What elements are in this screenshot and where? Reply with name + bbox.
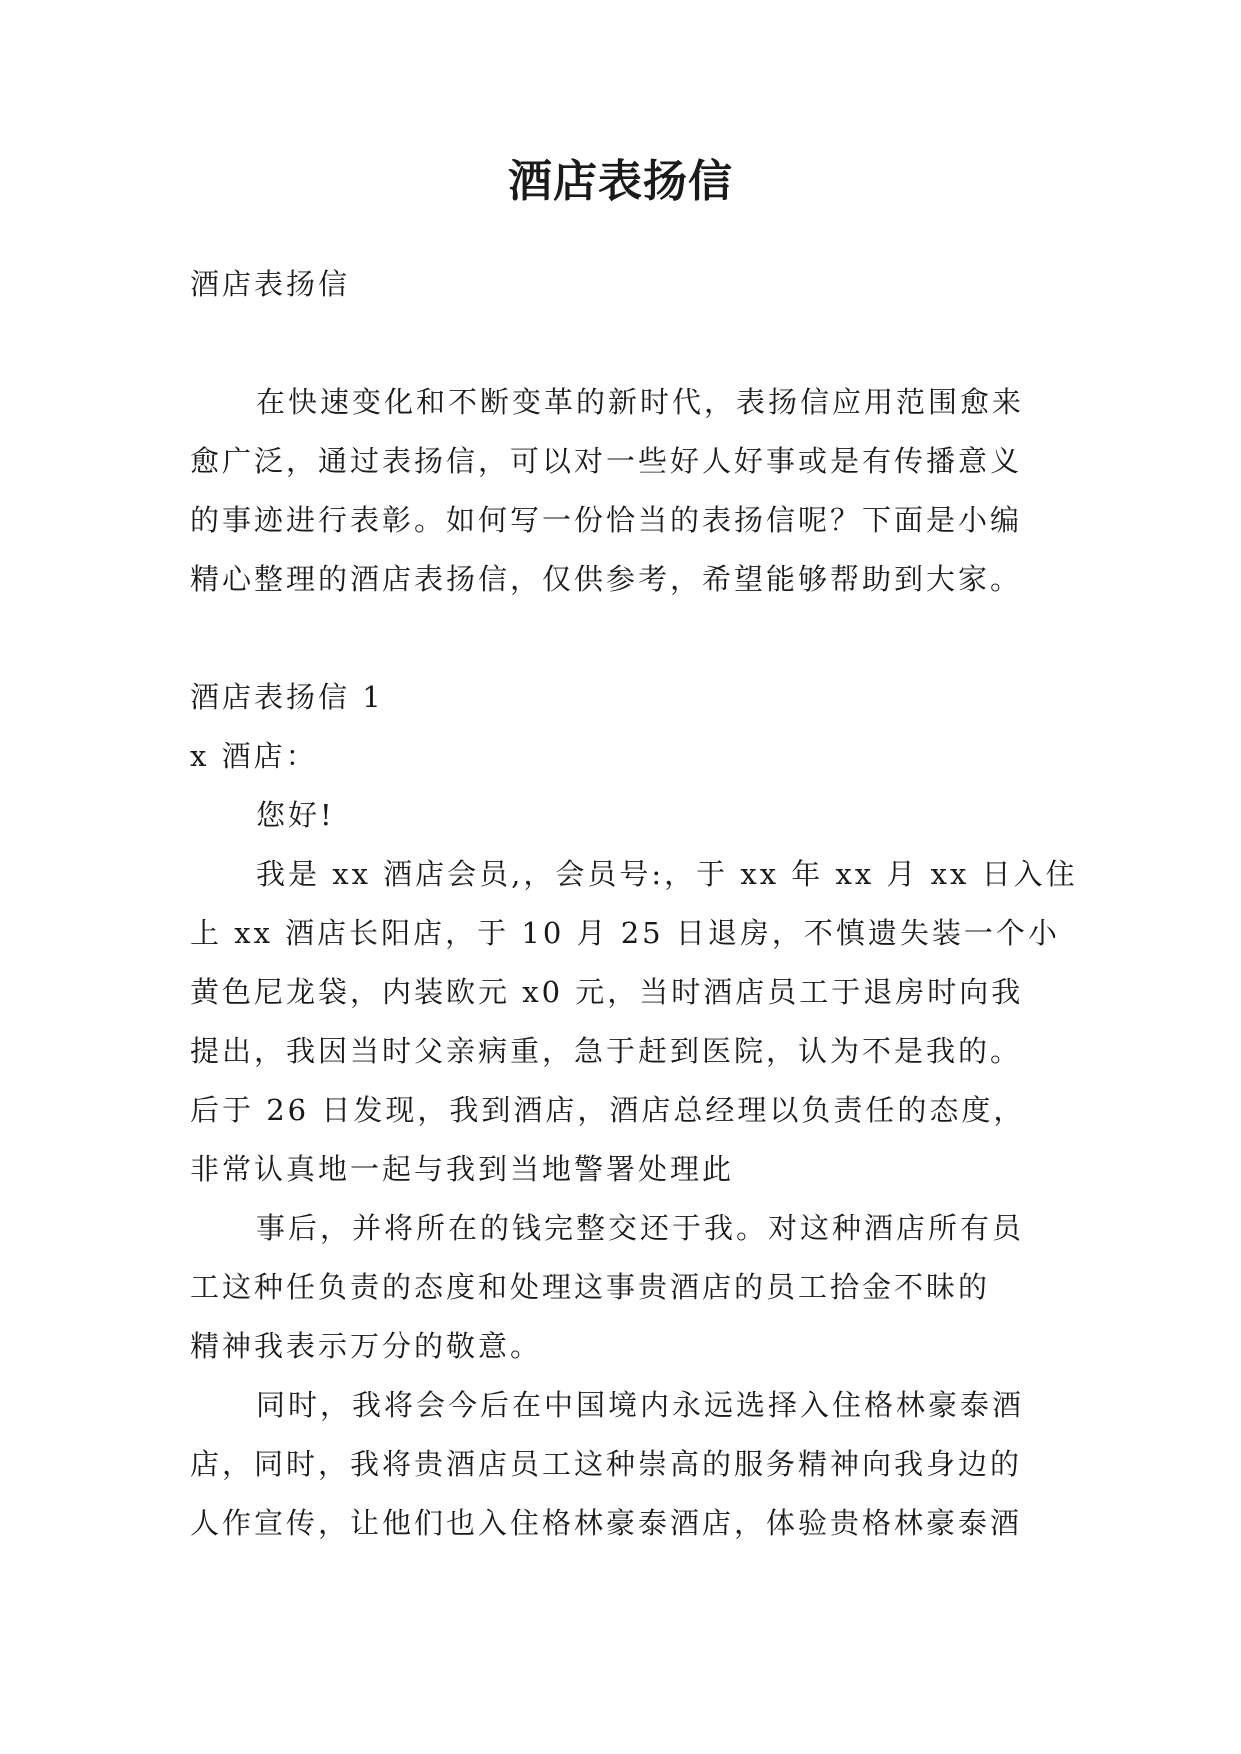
letter-line: 精神我表示万分的敬意。	[190, 1329, 543, 1363]
letter-line: 我是 xx 酒店会员,，会员号:，于 xx 年 xx 月 xx 日入住	[256, 857, 1078, 891]
letter-line: 后于 26 日发现，我到酒店，酒店总经理以负责任的态度，	[190, 1093, 1026, 1127]
letter-line: 事后，并将所在的钱完整交还于我。对这种酒店所有员	[256, 1211, 1025, 1245]
intro-line: 的事迹进行表彰。如何写一份恰当的表扬信呢？下面是小编	[190, 503, 1023, 537]
intro-line: 精心整理的酒店表扬信，仅供参考，希望能够帮助到大家。	[190, 562, 1023, 596]
intro-heading: 酒店表扬信	[190, 267, 351, 301]
letter-heading: 酒店表扬信 1	[190, 680, 384, 714]
letter-line: 人作宣传，让他们也入住格林豪泰酒店，体验贵格林豪泰酒	[190, 1506, 1023, 1540]
letter-line: 提出，我因当时父亲病重，急于赶到医院，认为不是我的。	[190, 1034, 1023, 1068]
letter-line: 工这种任负责的态度和处理这事贵酒店的员工拾金不昧的	[190, 1270, 991, 1304]
letter-greeting: 您好!	[256, 798, 335, 832]
letter-line: 非常认真地一起与我到当地警署处理此	[190, 1152, 735, 1186]
letter-line: 黄色尼龙袋，内装欧元 x0 元，当时酒店员工于退房时向我	[190, 975, 1024, 1009]
letter-paragraph-3	[190, 1376, 1070, 1553]
letter-salutation: x 酒店：	[190, 739, 318, 773]
intro-line: 愈广泛，通过表扬信，可以对一些好人好事或是有传播意义	[190, 444, 1023, 478]
letter-line: 上 xx 酒店长阳店，于 10 月 25 日退房，不慎遗失装一个小	[190, 916, 1060, 950]
paragraph-gap	[190, 609, 1070, 668]
document-body	[190, 255, 1078, 1553]
intro-line: 在快速变化和不断变革的新时代，表扬信应用范围愈来	[256, 385, 1025, 419]
letter-paragraph-1	[190, 845, 1078, 1199]
letter-line: 店，同时，我将贵酒店员工这种崇高的服务精神向我身边的	[190, 1447, 1023, 1481]
letter-line: 同时，我将会今后在中国境内永远选择入住格林豪泰酒	[256, 1388, 1025, 1422]
letter-paragraph-2	[190, 1199, 1070, 1376]
paragraph-gap	[190, 314, 1070, 373]
document-title: 酒店表扬信	[508, 156, 733, 207]
intro-paragraph	[190, 373, 1070, 609]
